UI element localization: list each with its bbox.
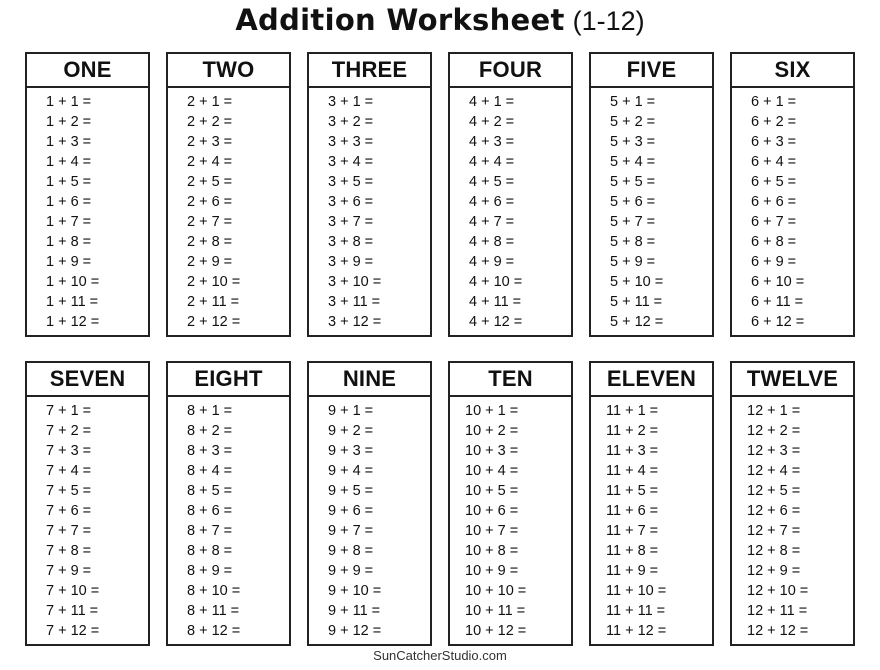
problem-list <box>591 397 712 641</box>
problem-item: 6 + 3 = <box>751 134 797 150</box>
problem-item: 8 + 12 = <box>187 623 241 639</box>
problem-item: 11 + 9 = <box>606 563 659 579</box>
table-header: NINE <box>309 363 430 397</box>
problem-item: 4 + 12 = <box>469 314 523 330</box>
problem-item: 6 + 7 = <box>751 214 797 230</box>
problem-item: 7 + 2 = <box>46 423 92 439</box>
problem-item: 4 + 11 = <box>469 294 522 310</box>
table-header: FIVE <box>591 54 712 88</box>
table-header: EIGHT <box>168 363 289 397</box>
problem-item: 10 + 4 = <box>465 463 519 479</box>
tables-grid <box>25 52 856 670</box>
problem-item: 7 + 4 = <box>46 463 92 479</box>
problem-item: 2 + 7 = <box>187 214 233 230</box>
problem-item: 8 + 9 = <box>187 563 233 579</box>
problem-item: 8 + 10 = <box>187 583 241 599</box>
problem-item: 10 + 1 = <box>465 403 519 419</box>
problem-item: 9 + 3 = <box>328 443 374 459</box>
problem-item: 7 + 9 = <box>46 563 92 579</box>
problem-item: 5 + 6 = <box>610 194 656 210</box>
problem-item: 10 + 10 = <box>465 583 527 599</box>
problem-item: 5 + 7 = <box>610 214 656 230</box>
problem-item: 1 + 6 = <box>46 194 92 210</box>
problem-item: 3 + 5 = <box>328 174 374 190</box>
table-box-four <box>448 52 573 337</box>
problem-item: 3 + 7 = <box>328 214 374 230</box>
problem-list <box>168 88 289 332</box>
problem-item: 3 + 8 = <box>328 234 374 250</box>
problem-item: 1 + 1 = <box>46 94 92 110</box>
problem-item: 12 + 11 = <box>747 603 808 619</box>
problem-item: 7 + 5 = <box>46 483 92 499</box>
problem-item: 9 + 1 = <box>328 403 374 419</box>
problem-item: 2 + 11 = <box>187 294 240 310</box>
problem-item: 4 + 1 = <box>469 94 515 110</box>
problem-item: 11 + 3 = <box>606 443 659 459</box>
problem-item: 12 + 5 = <box>747 483 801 499</box>
problem-item: 1 + 5 = <box>46 174 92 190</box>
problem-item: 12 + 3 = <box>747 443 801 459</box>
problem-item: 12 + 10 = <box>747 583 809 599</box>
problem-item: 4 + 9 = <box>469 254 515 270</box>
problem-item: 3 + 3 = <box>328 134 374 150</box>
problem-item: 12 + 9 = <box>747 563 801 579</box>
problem-list <box>309 397 430 641</box>
problem-item: 11 + 1 = <box>606 403 659 419</box>
problem-item: 1 + 8 = <box>46 234 92 250</box>
problem-item: 4 + 10 = <box>469 274 523 290</box>
problem-list <box>450 397 571 641</box>
problem-list <box>591 88 712 332</box>
problem-item: 4 + 7 = <box>469 214 515 230</box>
problem-item: 10 + 2 = <box>465 423 519 439</box>
problem-item: 2 + 5 = <box>187 174 233 190</box>
problem-item: 8 + 7 = <box>187 523 233 539</box>
problem-item: 6 + 11 = <box>751 294 804 310</box>
table-header: SIX <box>732 54 853 88</box>
problem-item: 6 + 5 = <box>751 174 797 190</box>
table-box-three <box>307 52 432 337</box>
problem-list <box>27 88 148 332</box>
table-header: ONE <box>27 54 148 88</box>
problem-item: 4 + 4 = <box>469 154 515 170</box>
problem-item: 7 + 1 = <box>46 403 92 419</box>
problem-item: 10 + 7 = <box>465 523 519 539</box>
problem-item: 9 + 11 = <box>328 603 381 619</box>
tables-row <box>25 52 856 337</box>
table-header: TWO <box>168 54 289 88</box>
problem-item: 1 + 7 = <box>46 214 92 230</box>
problem-item: 8 + 4 = <box>187 463 233 479</box>
problem-item: 10 + 11 = <box>465 603 526 619</box>
problem-item: 11 + 12 = <box>606 623 667 639</box>
problem-item: 5 + 9 = <box>610 254 656 270</box>
table-box-ten <box>448 361 573 646</box>
table-box-one <box>25 52 150 337</box>
problem-item: 6 + 9 = <box>751 254 797 270</box>
problem-item: 10 + 8 = <box>465 543 519 559</box>
problem-item: 3 + 9 = <box>328 254 374 270</box>
table-box-twelve <box>730 361 855 646</box>
problem-item: 4 + 2 = <box>469 114 515 130</box>
problem-item: 8 + 2 = <box>187 423 233 439</box>
problem-item: 3 + 11 = <box>328 294 381 310</box>
problem-item: 11 + 8 = <box>606 543 659 559</box>
problem-item: 11 + 5 = <box>606 483 659 499</box>
problem-item: 11 + 2 = <box>606 423 659 439</box>
problem-item: 9 + 7 = <box>328 523 374 539</box>
problem-item: 2 + 8 = <box>187 234 233 250</box>
tables-row <box>25 361 856 646</box>
problem-item: 6 + 12 = <box>751 314 805 330</box>
problem-item: 3 + 6 = <box>328 194 374 210</box>
table-header: TWELVE <box>732 363 853 397</box>
problem-item: 9 + 2 = <box>328 423 374 439</box>
problem-item: 8 + 11 = <box>187 603 240 619</box>
problem-item: 5 + 12 = <box>610 314 664 330</box>
problem-list <box>732 397 853 641</box>
problem-item: 2 + 3 = <box>187 134 233 150</box>
problem-item: 2 + 12 = <box>187 314 241 330</box>
problem-item: 12 + 4 = <box>747 463 801 479</box>
problem-item: 9 + 9 = <box>328 563 374 579</box>
problem-item: 6 + 4 = <box>751 154 797 170</box>
problem-list <box>732 88 853 332</box>
problem-item: 9 + 12 = <box>328 623 382 639</box>
problem-item: 11 + 6 = <box>606 503 659 519</box>
problem-item: 10 + 3 = <box>465 443 519 459</box>
table-box-five <box>589 52 714 337</box>
problem-item: 9 + 6 = <box>328 503 374 519</box>
problem-item: 4 + 8 = <box>469 234 515 250</box>
problem-list <box>168 397 289 641</box>
problem-item: 6 + 6 = <box>751 194 797 210</box>
problem-item: 1 + 2 = <box>46 114 92 130</box>
problem-item: 11 + 10 = <box>606 583 667 599</box>
problem-item: 4 + 5 = <box>469 174 515 190</box>
problem-item: 12 + 7 = <box>747 523 801 539</box>
problem-item: 2 + 6 = <box>187 194 233 210</box>
problem-item: 5 + 10 = <box>610 274 664 290</box>
problem-item: 6 + 2 = <box>751 114 797 130</box>
table-box-eleven <box>589 361 714 646</box>
problem-item: 1 + 4 = <box>46 154 92 170</box>
problem-item: 12 + 8 = <box>747 543 801 559</box>
table-box-two <box>166 52 291 337</box>
problem-item: 7 + 12 = <box>46 623 100 639</box>
problem-item: 11 + 7 = <box>606 523 659 539</box>
problem-item: 8 + 6 = <box>187 503 233 519</box>
problem-item: 9 + 4 = <box>328 463 374 479</box>
table-header: TEN <box>450 363 571 397</box>
problem-item: 7 + 7 = <box>46 523 92 539</box>
problem-item: 10 + 12 = <box>465 623 527 639</box>
problem-item: 5 + 2 = <box>610 114 656 130</box>
problem-item: 8 + 1 = <box>187 403 233 419</box>
problem-item: 5 + 1 = <box>610 94 656 110</box>
table-box-nine <box>307 361 432 646</box>
problem-item: 12 + 12 = <box>747 623 809 639</box>
problem-item: 5 + 11 = <box>610 294 663 310</box>
problem-list <box>450 88 571 332</box>
problem-item: 1 + 9 = <box>46 254 92 270</box>
problem-item: 10 + 5 = <box>465 483 519 499</box>
table-box-seven <box>25 361 150 646</box>
problem-item: 7 + 10 = <box>46 583 100 599</box>
problem-item: 12 + 2 = <box>747 423 801 439</box>
problem-item: 4 + 6 = <box>469 194 515 210</box>
problem-item: 2 + 1 = <box>187 94 233 110</box>
problem-item: 9 + 10 = <box>328 583 382 599</box>
title-range: (1-12) <box>572 6 645 36</box>
table-header: FOUR <box>450 54 571 88</box>
problem-list <box>27 397 148 641</box>
table-header: SEVEN <box>27 363 148 397</box>
problem-item: 8 + 8 = <box>187 543 233 559</box>
problem-item: 7 + 11 = <box>46 603 99 619</box>
problem-item: 3 + 12 = <box>328 314 382 330</box>
problem-item: 2 + 10 = <box>187 274 241 290</box>
problem-item: 1 + 3 = <box>46 134 92 150</box>
problem-item: 3 + 2 = <box>328 114 374 130</box>
problem-item: 7 + 6 = <box>46 503 92 519</box>
problem-item: 7 + 3 = <box>46 443 92 459</box>
footer-credit: SunCatcherStudio.com <box>373 648 507 663</box>
problem-item: 10 + 9 = <box>465 563 519 579</box>
problem-item: 5 + 4 = <box>610 154 656 170</box>
problem-item: 10 + 6 = <box>465 503 519 519</box>
problem-item: 2 + 2 = <box>187 114 233 130</box>
problem-item: 4 + 3 = <box>469 134 515 150</box>
problem-list <box>309 88 430 332</box>
problem-item: 1 + 11 = <box>46 294 99 310</box>
problem-item: 6 + 1 = <box>751 94 797 110</box>
problem-item: 8 + 3 = <box>187 443 233 459</box>
problem-item: 2 + 4 = <box>187 154 233 170</box>
problem-item: 2 + 9 = <box>187 254 233 270</box>
problem-item: 1 + 12 = <box>46 314 100 330</box>
problem-item: 11 + 11 = <box>606 603 666 619</box>
problem-item: 3 + 1 = <box>328 94 374 110</box>
title-main: Addition Worksheet <box>235 3 565 37</box>
problem-item: 5 + 5 = <box>610 174 656 190</box>
problem-item: 3 + 10 = <box>328 274 382 290</box>
problem-item: 12 + 6 = <box>747 503 801 519</box>
problem-item: 6 + 10 = <box>751 274 805 290</box>
problem-item: 9 + 5 = <box>328 483 374 499</box>
problem-item: 12 + 1 = <box>747 403 801 419</box>
problem-item: 8 + 5 = <box>187 483 233 499</box>
table-box-eight <box>166 361 291 646</box>
problem-item: 5 + 8 = <box>610 234 656 250</box>
problem-item: 5 + 3 = <box>610 134 656 150</box>
problem-item: 3 + 4 = <box>328 154 374 170</box>
problem-item: 7 + 8 = <box>46 543 92 559</box>
table-header: ELEVEN <box>591 363 712 397</box>
table-header: THREE <box>309 54 430 88</box>
problem-item: 1 + 10 = <box>46 274 100 290</box>
problem-item: 11 + 4 = <box>606 463 659 479</box>
problem-item: 6 + 8 = <box>751 234 797 250</box>
worksheet-title <box>0 2 880 44</box>
table-box-six <box>730 52 855 337</box>
problem-item: 9 + 8 = <box>328 543 374 559</box>
